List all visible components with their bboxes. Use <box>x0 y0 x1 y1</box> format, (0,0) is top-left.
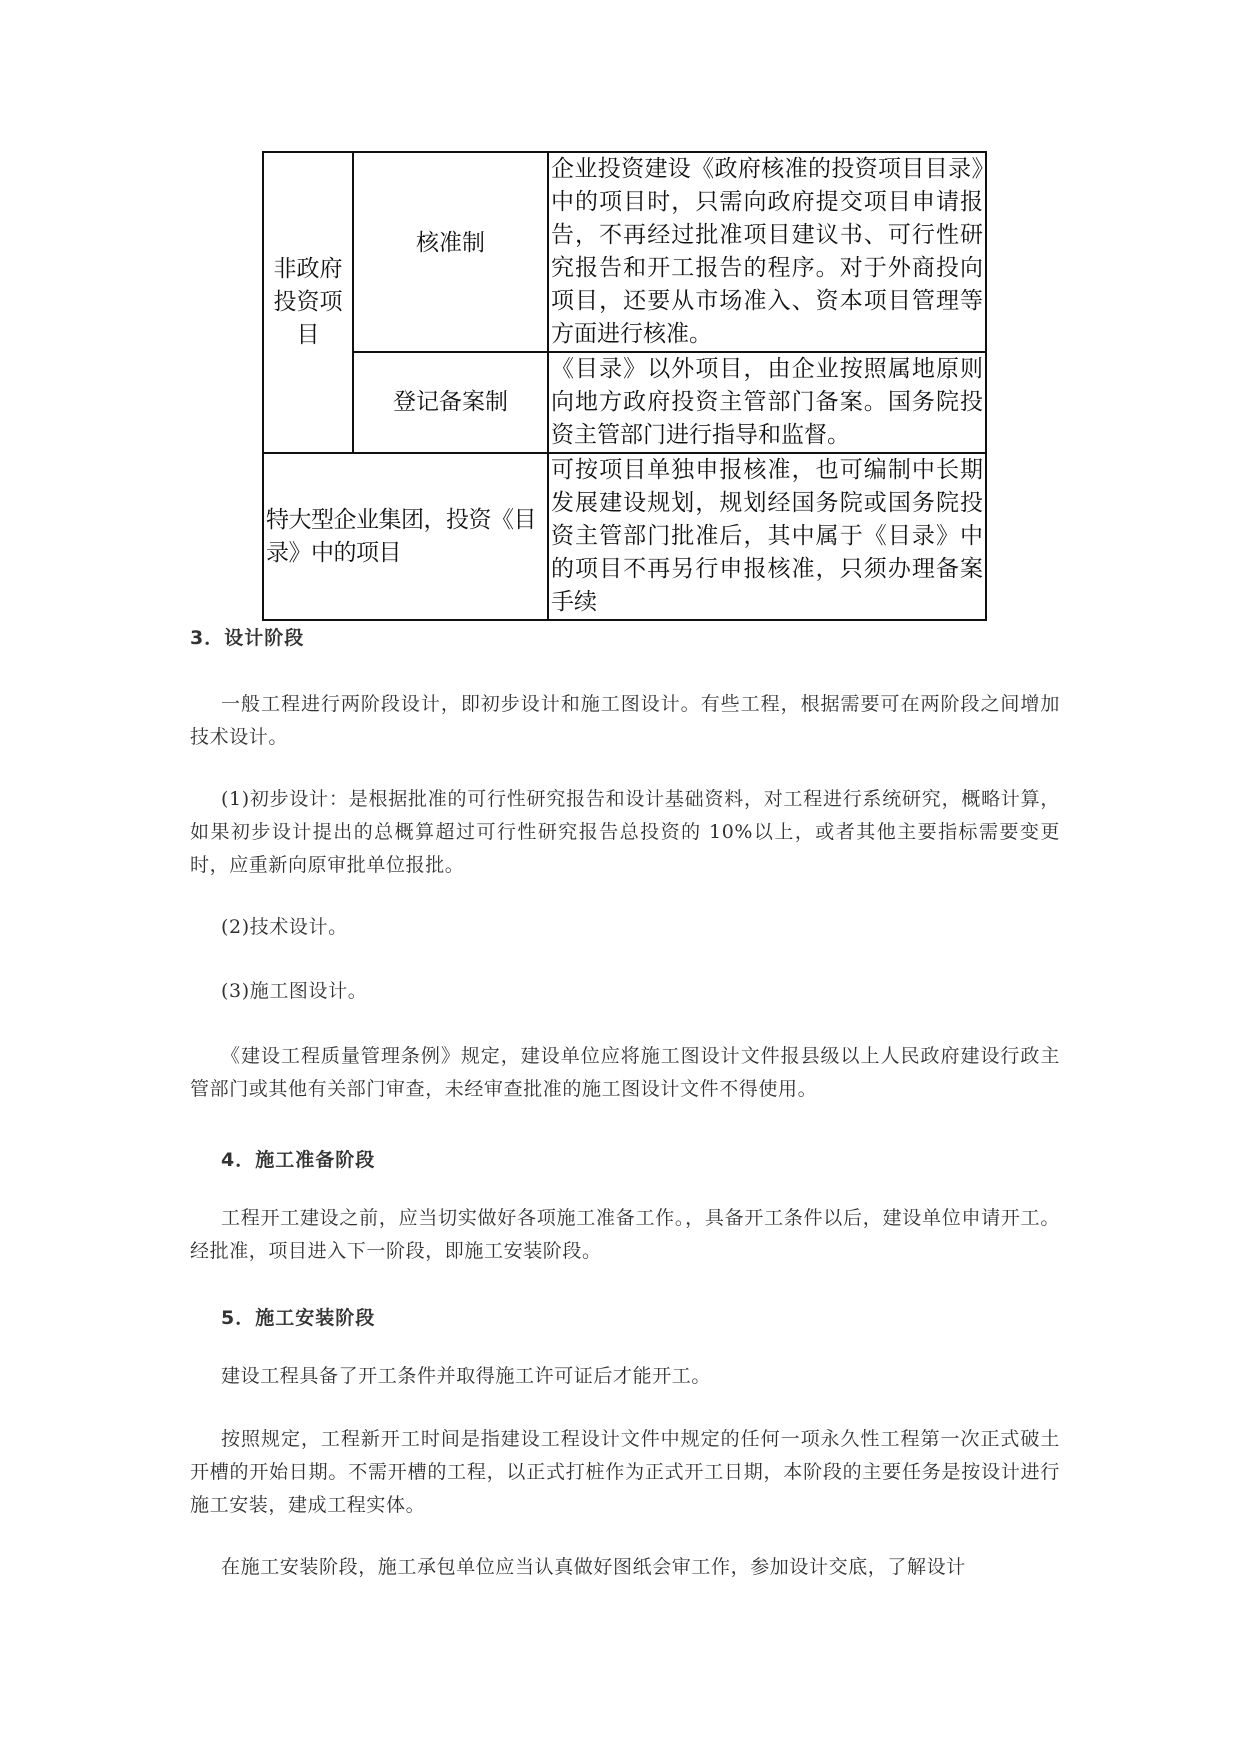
paragraph: 《建设工程质量管理条例》规定，建设单位应将施工图设计文件报县级以上人民政府建设行政主管部门或其他有关部门审查，未经审查批准的施工图设计文件不得使用。 <box>190 1045 1060 1100</box>
table-row <box>263 352 986 453</box>
paragraph: (3)施工图设计。 <box>221 980 368 1002</box>
table-cell-system: 核准制 <box>353 152 548 352</box>
table-row <box>263 152 986 352</box>
section-heading: 3．设计阶段 <box>190 627 305 649</box>
paragraph: (1)初步设计：是根据批准的可行性研究报告和设计基础资料，对工程进行系统研究，概略计算，如果初步设计提出的总概算超过可行性研究报告总投资的 10%以上，或者其他主要指标需要变更时，应重新向原审批单位报批。 <box>190 788 1060 876</box>
table-cell-system: 登记备案制 <box>353 352 548 453</box>
section-heading: 5．施工安装阶段 <box>221 1307 376 1329</box>
table-cell-description: 《目录》以外项目，由企业按照属地原则向地方政府投资主管部门备案。国务院投资主管部门进行指导和监督。 <box>548 352 986 453</box>
paragraph: (2)技术设计。 <box>221 916 348 938</box>
section-heading: 4．施工准备阶段 <box>221 1149 376 1171</box>
table-cell-description: 可按项目单独申报核准，也可编制中长期发展建设规划，规划经国务院或国务院投资主管部门批准后，其中属于《目录》中的项目不再另行申报核准，只须办理备案手续 <box>548 453 986 620</box>
paragraph: 建设工程具备了开工条件并取得施工许可证后才能开工。 <box>221 1365 712 1387</box>
table-cell-description: 企业投资建设《政府核准的投资项目目录》中的项目时，只需向政府提交项目申请报告，不再经过批准项目建议书、可行性研究报告和开工报告的程序。对于外商投向项目，还要从市场准入、资本项目管理等方面进行核准。 <box>548 152 986 352</box>
table-cell-category: 特大型企业集团，投资《目录》中的项目 <box>263 453 548 620</box>
table-cell-category: 非政府投资项目 <box>263 152 353 453</box>
paragraph: 工程开工建设之前，应当切实做好各项施工准备工作。，具备开工条件以后，建设单位申请开工。经批准，项目进入下一阶段，即施工安装阶段。 <box>190 1207 1060 1262</box>
paragraph: 一般工程进行两阶段设计，即初步设计和施工图设计。有些工程，根据需要可在两阶段之间增加技术设计。 <box>190 693 1060 748</box>
approval-system-table <box>262 151 987 621</box>
paragraph: 按照规定，工程新开工时间是指建设工程设计文件中规定的任何一项永久性工程第一次正式破土开槽的开始日期。不需开槽的工程，以正式打桩作为正式开工日期，本阶段的主要任务是按设计进行施工安装，建成工程实体。 <box>190 1428 1060 1516</box>
paragraph: 在施工安装阶段，施工承包单位应当认真做好图纸会审工作，参加设计交底，了解设计 <box>221 1556 966 1578</box>
table-row <box>263 453 986 620</box>
